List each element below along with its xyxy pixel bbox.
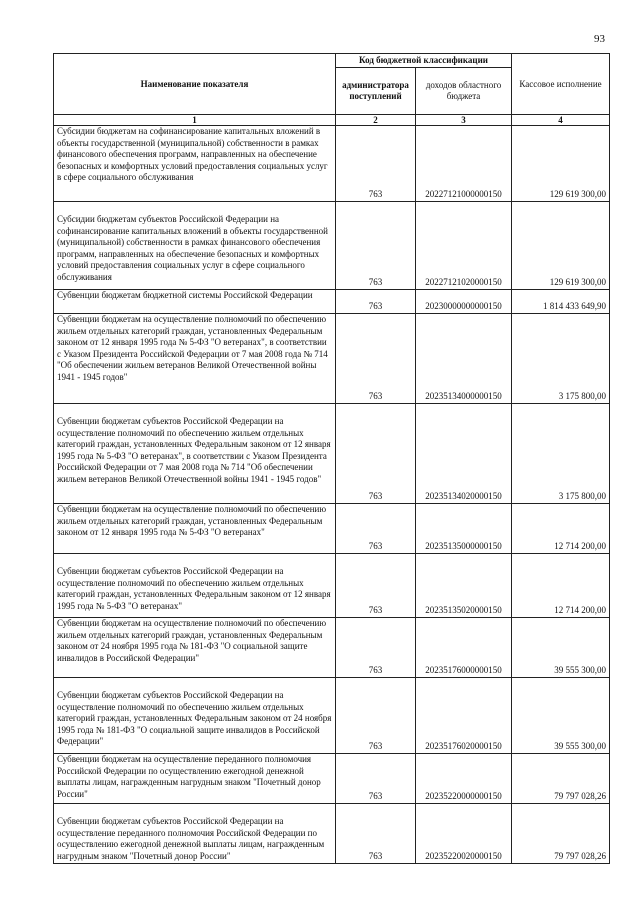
- indicator-name: Субсидии бюджетам субъектов Российской Федерации на софинансирование капитальных вложений в объекты государственной (муниципальной) собственности в рамках финансового обеспечения программ, направленных на обеспечение безопасных и комфортных условий предоставления социальных услуг в сфере социального обслуживания: [54, 202, 336, 290]
- header-regional-budget-income: доходов областного бюджета: [416, 68, 512, 115]
- table-row: [54, 504, 610, 554]
- indicator-name: Субвенции бюджетам бюджетной системы Российской Федерации: [54, 290, 336, 314]
- income-code: 20227121000000150: [416, 126, 512, 202]
- cash-execution-amount: 79 797 028,26: [512, 804, 610, 864]
- table-row: [54, 554, 610, 618]
- administrator-code: 763: [336, 404, 416, 504]
- administrator-code: 763: [336, 202, 416, 290]
- income-code: 20235134020000150: [416, 404, 512, 504]
- administrator-code: 763: [336, 314, 416, 404]
- table-row: [54, 290, 610, 314]
- cash-execution-amount: 79 797 028,26: [512, 754, 610, 804]
- column-number: 4: [512, 115, 610, 126]
- indicator-name: Субвенции бюджетам субъектов Российской Федерации на осуществление полномочий по обеспечению жильем отдельных категорий граждан, установленных Федеральным законом от 12 января 1995 года № 5-ФЗ "О ветеранах", в соответствии с Указом Президента Российской Федерации от 7 мая 2008 года № 714 "Об обеспечении жильем ветеранов Великой Отечественной войны 1941 - 1945 годов": [54, 404, 336, 504]
- administrator-code: 763: [336, 678, 416, 754]
- income-code: 20230000000000150: [416, 290, 512, 314]
- administrator-code: 763: [336, 504, 416, 554]
- income-code: 20227121020000150: [416, 202, 512, 290]
- table-row: [54, 314, 610, 404]
- cash-execution-amount: 3 175 800,00: [512, 404, 610, 504]
- table-row: [54, 618, 610, 678]
- indicator-name: Субвенции бюджетам на осуществление полномочий по обеспечению жильем отдельных категорий граждан, установленных Федеральным законом от 12 января 1995 года № 5-ФЗ "О ветеранах", в соответствии с Указом Президента Российской Федерации от 7 мая 2008 года № 714 "Об обеспечении жильем ветеранов Великой Отечественной войны 1941 - 1945 годов": [54, 314, 336, 404]
- table-row: [54, 404, 610, 504]
- budget-income-table: [53, 53, 610, 864]
- column-number: 2: [336, 115, 416, 126]
- indicator-name: Субвенции бюджетам субъектов Российской Федерации на осуществление полномочий по обеспечению жильем отдельных категорий граждан, установленных Федеральным законом от 12 января 1995 года № 5-ФЗ "О ветеранах": [54, 554, 336, 618]
- administrator-code: 763: [336, 754, 416, 804]
- header-cash-execution: Кассовое исполнение: [512, 54, 610, 115]
- header-budget-classification-code: Код бюджетной классификации: [336, 54, 512, 68]
- income-code: 20235176020000150: [416, 678, 512, 754]
- table-row: [54, 202, 610, 290]
- column-number: 1: [54, 115, 336, 126]
- column-number: 3: [416, 115, 512, 126]
- administrator-code: 763: [336, 618, 416, 678]
- cash-execution-amount: 39 555 300,00: [512, 618, 610, 678]
- income-code: 20235220020000150: [416, 804, 512, 864]
- administrator-code: 763: [336, 554, 416, 618]
- income-code: 20235135000000150: [416, 504, 512, 554]
- income-code: 20235220000000150: [416, 754, 512, 804]
- administrator-code: 763: [336, 126, 416, 202]
- table-row: [54, 754, 610, 804]
- cash-execution-amount: 12 714 200,00: [512, 554, 610, 618]
- income-code: 20235134000000150: [416, 314, 512, 404]
- cash-execution-amount: 129 619 300,00: [512, 126, 610, 202]
- cash-execution-amount: 1 814 433 649,90: [512, 290, 610, 314]
- administrator-code: 763: [336, 804, 416, 864]
- table-row: [54, 126, 610, 202]
- indicator-name: Субвенции бюджетам субъектов Российской Федерации на осуществление полномочий по обеспечению жильем отдельных категорий граждан, установленных Федеральным законом от 24 ноября 1995 года № 181-ФЗ "О социальной защите инвалидов в Российской Федерации": [54, 678, 336, 754]
- table-row: [54, 804, 610, 864]
- income-code: 20235176000000150: [416, 618, 512, 678]
- cash-execution-amount: 129 619 300,00: [512, 202, 610, 290]
- administrator-code: 763: [336, 290, 416, 314]
- indicator-name: Субвенции бюджетам на осуществление полномочий по обеспечению жильем отдельных категорий граждан, установленных Федеральным законом от 24 ноября 1995 года № 181-ФЗ "О социальной защите инвалидов в Российской Федерации": [54, 618, 336, 678]
- cash-execution-amount: 12 714 200,00: [512, 504, 610, 554]
- indicator-name: Субвенции бюджетам субъектов Российской Федерации на осуществление переданного полномочия Российской Федерации по осуществлению ежегодной денежной выплаты лицам, награжденным нагрудным знаком "Почетный донор России": [54, 804, 336, 864]
- cash-execution-amount: 39 555 300,00: [512, 678, 610, 754]
- cash-execution-amount: 3 175 800,00: [512, 314, 610, 404]
- indicator-name: Субсидии бюджетам на софинансирование капитальных вложений в объекты государственной (муниципальной) собственности в рамках финансового обеспечения программ, направленных на обеспечение безопасных и комфортных условий предоставления социальных услуг в сфере социального обслуживания: [54, 126, 336, 202]
- header-indicator-name: Наименование показателя: [54, 54, 336, 115]
- table-row: [54, 678, 610, 754]
- header-revenue-administrator: администратора поступлений: [336, 68, 416, 115]
- page-number: 93: [594, 33, 605, 45]
- indicator-name: Субвенции бюджетам на осуществление полномочий по обеспечению жильем отдельных категорий граждан, установленных Федеральным законом от 12 января 1995 года № 5-ФЗ "О ветеранах": [54, 504, 336, 554]
- income-code: 20235135020000150: [416, 554, 512, 618]
- indicator-name: Субвенции бюджетам на осуществление переданного полномочия Российской Федерации по осуществлению ежегодной денежной выплаты лицам, награжденным нагрудным знаком "Почетный донор России": [54, 754, 336, 804]
